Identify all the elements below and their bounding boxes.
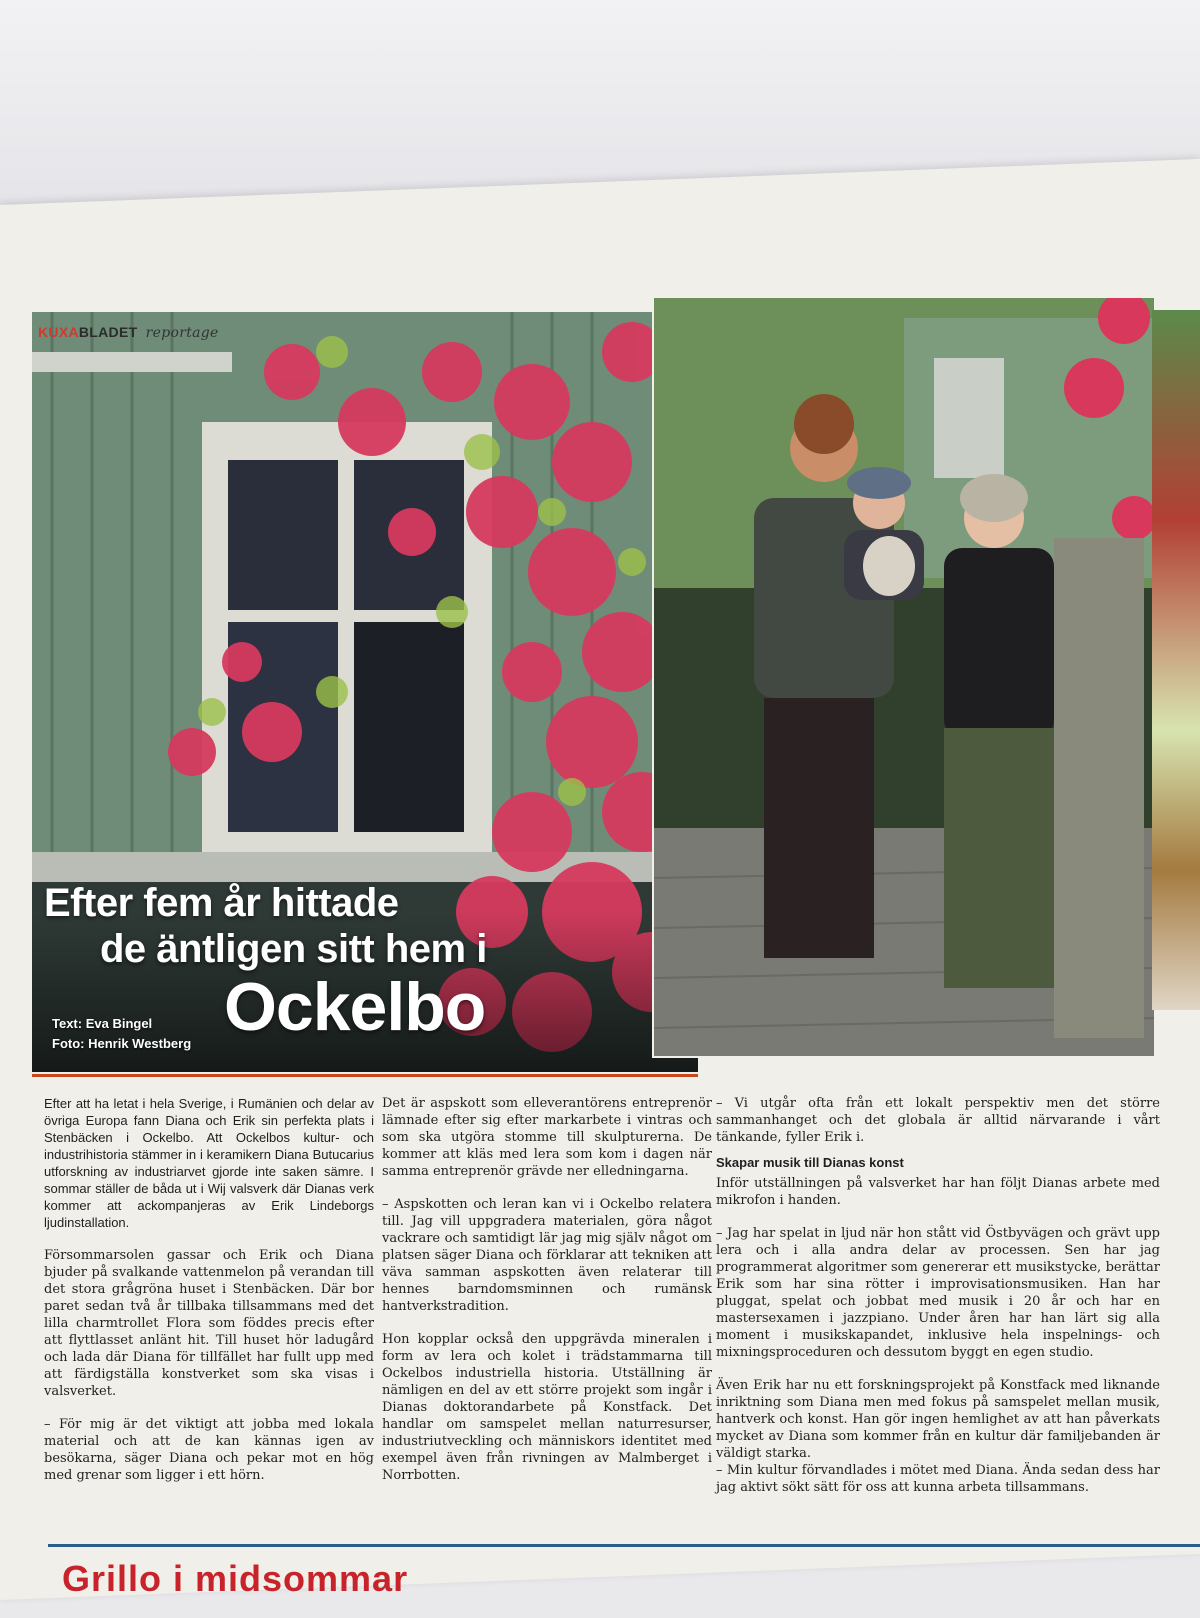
headline-line-3: Ockelbo <box>224 969 486 1045</box>
paragraph: Försommarsolen gassar och Erik och Diana bjuder på svalkande vattenmelon på verandan till det stora grågröna huset i Stenbäcken. Där bor paret sedan två år tillbaka tillsammans med det lilla charmtrollet Flora som föddes precis efter att flyttlasset anlänt hit. Till huset hör ladugård och lada där Diana för tillfället har fullt upp med att färdigställa konstverket som ska visas i valsverket. <box>44 1248 374 1399</box>
paragraph: – Jag har spelat in ljud när hon stått vid Östbyvägen och grävt upp lera och i alla andra delar av processen. Sen har jag programmerat algoritmer som genererar ett musikstycke, berättar Erik som har sina rötter i improvisationsmusiken. Han har pluggat, spelat och jobbat med musik i 20 år och har en mastersexamen i jazzpiano. Under åren har han lärt sig alla moment i musikskapandet, inklusive hela inspelnings- och mixningsproceduren och dessutom byggt en egen studio. <box>716 1226 1160 1360</box>
masthead <box>38 324 219 341</box>
paragraph: – Min kultur förvandlades i mötet med Diana. Ända sedan dess har jag aktivt sökt sätt för oss att kunna arbeta tillsammans. <box>716 1463 1160 1495</box>
text-credit: Text: Eva Bingel <box>52 1016 153 1031</box>
ad-divider <box>48 1544 1200 1547</box>
paragraph: Inför utställningen på valsverket har han följt Dianas arbete med mikrofon i handen. <box>716 1176 1160 1208</box>
adjacent-page-edge <box>1152 310 1200 1010</box>
family-photo <box>652 296 1156 1058</box>
subheading: Skapar musik till Dianas konst <box>716 1155 904 1170</box>
paragraph: Även Erik har nu ett forskningsprojekt på Konstfack med liknande inriktning som Diana men med fokus på samspelet mellan musik, hantverk och konst. Han gör ingen hemlighet av att han påverkats mycket av Diana som kommer från en kultur där familjebanden är väldigt starka. <box>716 1378 1160 1461</box>
family-illustration <box>654 298 1154 1056</box>
article-lead: Efter att ha letat i hela Sverige, i Rumänien och delar av övriga Europa fann Diana och Erik sin perfekta plats i Stenbäcken i Ockelbo. Att Ockelbos kultur- och industrihistoria stämmer in i keramikern Diana Butucarius utforskning av industriarvet gjorde inte saken sämre. I sommar ställer de båda ut i Wij valsverk där Dianas verk kommer att ackompanjeras av Erik Lindeborgs ljudinstallation. <box>44 1096 374 1230</box>
byline <box>52 1014 191 1054</box>
article-column-1 <box>44 1095 374 1500</box>
article-column-3 <box>716 1095 1160 1512</box>
section-label: reportage <box>145 325 219 341</box>
paragraph: – Vi utgår ofta från ett lokalt perspektiv men det större sammanhanget och det globala är alltid närvarande i vårt tänkande, fyller Erik i. <box>716 1096 1160 1145</box>
newspaper-content <box>0 240 1200 1600</box>
photo-credit: Foto: Henrik Westberg <box>52 1036 192 1051</box>
article-column-2 <box>382 1095 712 1500</box>
paragraph: – Aspskotten och leran kan vi i Ockelbo relatera till. Jag vill uppgradera materialen, göra något vackrare och samtidigt lär jag mig själv något om platsen säger Diana och förklarar att tekniken att väva samman aspskotten även relaterar till hennes barndomsminnen och rumänsk hantverkstradition. <box>382 1197 712 1314</box>
headline-line-2: de äntligen sitt hem i <box>100 927 487 971</box>
masthead-brand-a: KUXA <box>38 324 79 340</box>
paragraph: Det är aspskott som elleverantörens entreprenör lämnade efter sig efter markarbete i vintras och som ska utgöra stomme till skulpturerna. De kommer att kläs med lera som kom i dagen när samma entreprenör grävde ner elledningarna. <box>382 1096 712 1179</box>
paragraph: Hon kopplar också den uppgrävda mineralen i form av lera och kolet i trädstammarna till Ockelbos industriella historia. Utställning är nämligen en del av ett större projekt som ingår i Dianas doktorandarbete på Konstfack. Det handlar om samspelet mellan naturresurser, industriutveckling och människors identitet med exempel även från rivningen av Malmberget i Norrbotten. <box>382 1332 712 1483</box>
advertisement-headline: Grillo i midsommar <box>62 1558 409 1599</box>
photo-divider <box>32 1074 698 1077</box>
headline-line-1: Efter fem år hittade <box>44 881 399 925</box>
masthead-brand-b: BLADET <box>78 324 138 340</box>
paragraph: – För mig är det viktigt att jobba med lokala material och att de kan kännas igen av besökarna, säger Diana och pekar mot en hög med grenar som ligger i ett hörn. <box>44 1417 374 1483</box>
